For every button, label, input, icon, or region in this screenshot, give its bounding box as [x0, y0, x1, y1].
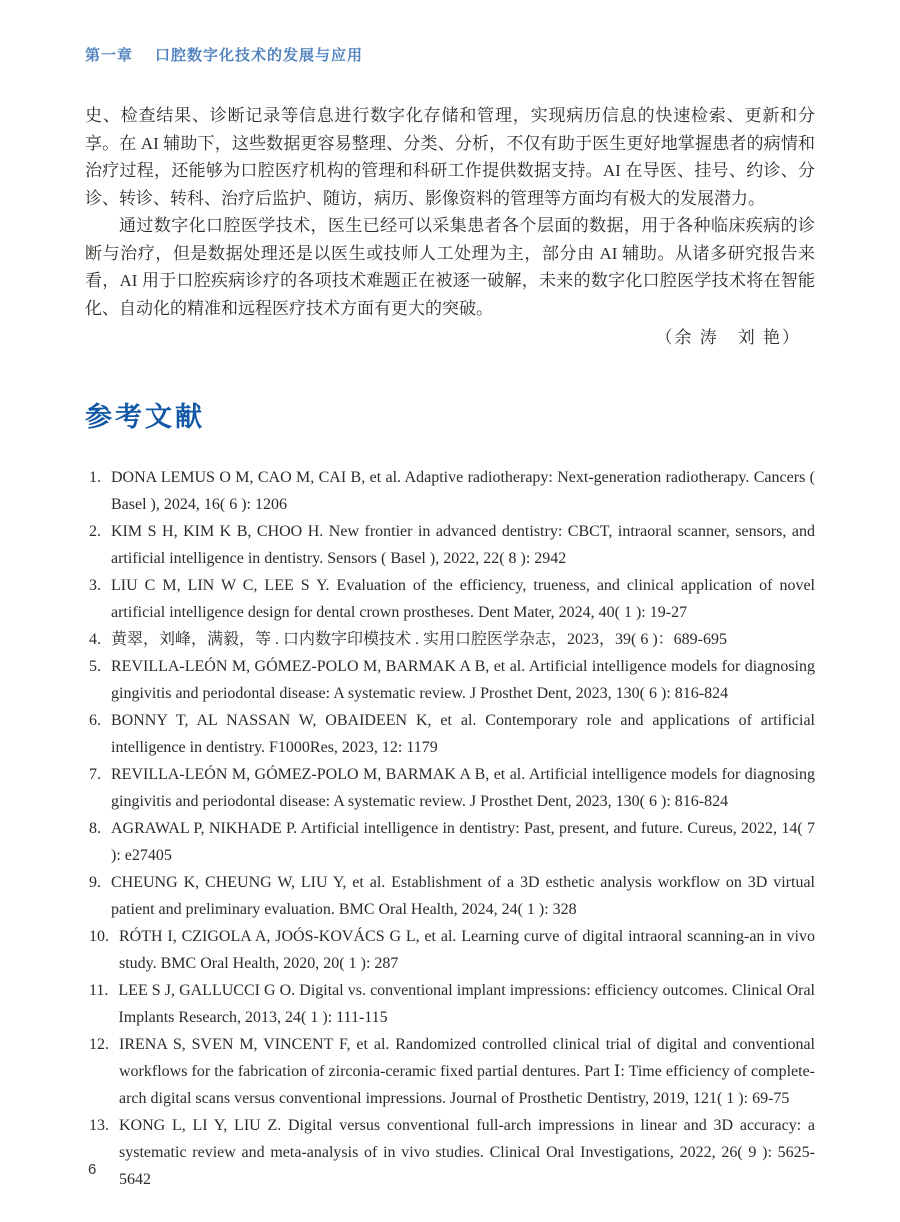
page-number: 6	[88, 1161, 97, 1178]
reference-text: LIU C M, LIN W C, LEE S Y. Evaluation of the efficiency, trueness, and clinical application of novel artificial intelligence design for dental crown prostheses. Dent Mater, 2024, 40( 1 ): 19-27	[111, 576, 815, 621]
chapter-title: 口腔数字化技术的发展与应用	[155, 47, 364, 64]
reference-number: 7.	[89, 765, 101, 783]
reference-text: LEE S J, GALLUCCI G O. Digital vs. conventional implant impressions: efficiency outcomes. Clinical Oral Implants Research, 2013, 24( 1 ): 111-115	[118, 981, 815, 1026]
reference-number: 2.	[89, 522, 101, 540]
paragraph: 通过数字化口腔医学技术，医生已经可以采集患者各个层面的数据，用于各种临床疾病的诊断与治疗，但是数据处理还是以医生或技师人工处理为主，部分由 AI 辅助。从诸多研究报告来看，AI 用于口腔疾病诊疗的各项技术难题正在被逐一破解，未来的数字化口腔医学技术将在智能化、自动化的精准和远程医疗技术方面有更大的突破。	[85, 216, 815, 318]
reference-number: 5.	[89, 657, 101, 675]
chapter-running-header	[85, 0, 815, 65]
reference-text: REVILLA-LEÓN M, GÓMEZ-POLO M, BARMAK A B, et al. Artificial intelligence models for diagnosing gingivitis and periodontal disease: A systematic review. J Prosthet Dent, 2023, 130( 6 ): 816-824	[111, 657, 815, 702]
reference-item	[89, 761, 815, 815]
paragraph-continuation: 史、检查结果、诊断记录等信息进行数字化存储和管理，实现病历信息的快速检索、更新和分享。在 AI 辅助下，这些数据更容易整理、分类、分析，不仅有助于医生更好地掌握患者的病情和治疗过程，还能够为口腔医疗机构的管理和科研工作提供数据支持。AI 在导医、挂号、约诊、分诊、转诊、转科、治疗后监护、随访，病历、影像资料的管理等方面均有极大的发展潜力。	[85, 106, 815, 208]
reference-item	[89, 923, 815, 977]
reference-text: 黄翠，刘峰，满毅，等 . 口内数字印模技术 . 实用口腔医学杂志，2023，39( 6 )：689-695	[111, 630, 727, 648]
reference-item	[89, 707, 815, 761]
reference-item	[89, 1112, 815, 1193]
reference-text: REVILLA-LEÓN M, GÓMEZ-POLO M, BARMAK A B, et al. Artificial intelligence models for diagnosing gingivitis and periodontal disease: A systematic review. J Prosthet Dent, 2023, 130( 6 ): 816-824	[111, 765, 815, 810]
reference-item	[89, 626, 815, 653]
reference-text: IRENA S, SVEN M, VINCENT F, et al. Randomized controlled clinical trial of digital and conventional workflows for the fabrication of zirconia-ceramic fixed partial dentures. Part Ⅰ: Time efficiency of complete-arch digital scans versus conventional impressions. Journal of Prosthetic Dentistry, 2019, 121( 1 ): 69-75	[119, 1035, 815, 1107]
references-heading: 参考文献	[85, 401, 205, 432]
reference-item	[89, 518, 815, 572]
reference-list	[85, 464, 815, 1193]
reference-text: DONA LEMUS O M, CAO M, CAI B, et al. Adaptive radiotherapy: Next-generation radiotherapy. Cancers ( Basel ), 2024, 16( 6 ): 1206	[111, 468, 815, 513]
reference-number: 12.	[89, 1035, 109, 1053]
section-authors: （余 涛 刘 艳）	[655, 328, 801, 347]
reference-number: 10.	[89, 927, 109, 945]
reference-text: BONNY T, AL NASSAN W, OBAIDEEN K, et al. Contemporary role and applications of artificial intelligence in dentistry. F1000Res, 2023, 12: 1179	[111, 711, 815, 756]
reference-number: 4.	[89, 630, 101, 648]
reference-number: 3.	[89, 576, 101, 594]
reference-text: KONG L, LI Y, LIU Z. Digital versus conventional full-arch impressions in linear and 3D accuracy: a systematic review and meta-analysis of in vivo studies. Clinical Oral Investigations, 2022, 26( 9 ): 5625-5642	[119, 1116, 815, 1188]
reference-number: 6.	[89, 711, 101, 729]
reference-item	[89, 977, 815, 1031]
chapter-label: 第一章	[85, 47, 134, 64]
reference-item	[89, 572, 815, 626]
reference-text: KIM S H, KIM K B, CHOO H. New frontier in advanced dentistry: CBCT, intraoral scanner, sensors, and artificial intelligence in dentistry. Sensors ( Basel ), 2022, 22( 8 ): 2942	[111, 522, 815, 567]
reference-number: 9.	[89, 873, 101, 891]
reference-text: CHEUNG K, CHEUNG W, LIU Y, et al. Establishment of a 3D esthetic analysis workflow on 3D virtual patient and preliminary evaluation. BMC Oral Health, 2024, 24( 1 ): 328	[111, 873, 815, 918]
reference-number: 11.	[89, 981, 109, 999]
reference-item	[89, 464, 815, 518]
reference-number: 1.	[89, 468, 101, 486]
page-content	[85, 0, 815, 1193]
reference-text: AGRAWAL P, NIKHADE P. Artificial intelligence in dentistry: Past, present, and future. Cureus, 2022, 14( 7 ): e27405	[111, 819, 815, 864]
reference-item	[89, 869, 815, 923]
body-text	[85, 102, 815, 322]
reference-item	[89, 1031, 815, 1112]
reference-number: 13.	[89, 1116, 109, 1134]
reference-item	[89, 815, 815, 869]
reference-number: 8.	[89, 819, 101, 837]
reference-text: RÓTH I, CZIGOLA A, JOÓS-KOVÁCS G L, et al. Learning curve of digital intraoral scanning-an in vivo study. BMC Oral Health, 2020, 20( 1 ): 287	[119, 927, 815, 972]
reference-item	[89, 653, 815, 707]
